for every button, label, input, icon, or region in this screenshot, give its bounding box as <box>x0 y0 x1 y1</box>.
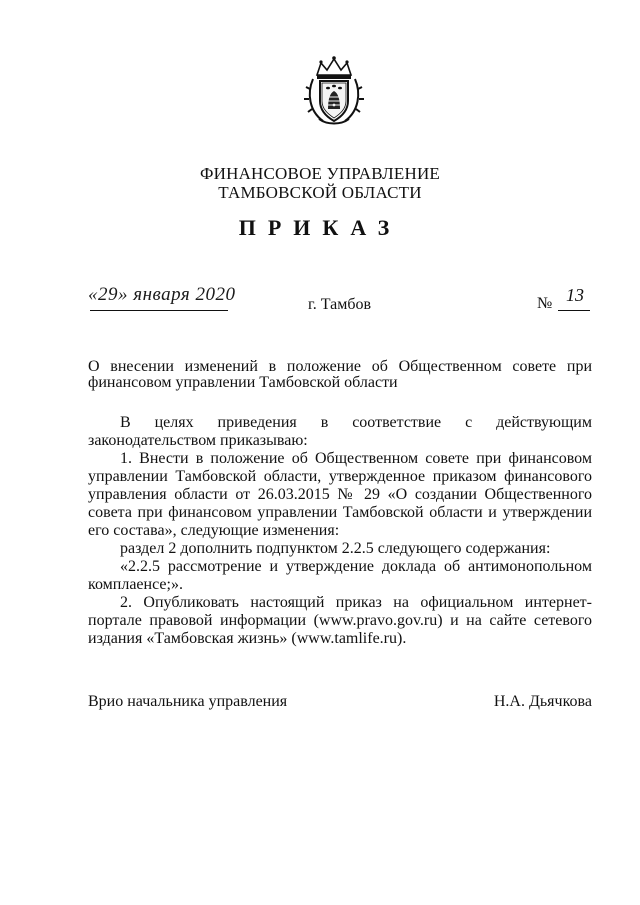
signatory-name: Н.А. Дьячкова <box>493 693 592 710</box>
item1-quote-paragraph: «2.2.5 рассмотрение и утверждение доклада об антимонопольном комплаенсе;». <box>88 558 592 593</box>
date-underline <box>90 310 228 311</box>
date-number-line <box>88 284 592 320</box>
number-underline <box>558 310 590 311</box>
item1-change-paragraph: раздел 2 дополнить подпунктом 2.2.5 следующего содержания: <box>120 540 551 557</box>
city-label: г. Тамбов <box>308 296 372 313</box>
order-body <box>88 414 592 648</box>
subject-line2: финансовом управлении Тамбовской области <box>88 374 398 391</box>
handwritten-number: 13 <box>566 285 584 305</box>
org-name-line2: ТАМБОВСКОЙ ОБЛАСТИ <box>218 183 422 202</box>
tambov-coat-of-arms-icon <box>303 55 365 127</box>
org-name-line1: ФИНАНСОВОЕ УПРАВЛЕНИЕ <box>199 164 441 183</box>
item2-paragraph: 2. Опубликовать настоящий приказ на официальном интернет-портале правовой информации (www.pravo.gov.ru) и на сайте сетевого издания «Тамбовская жизнь» (www.tamlife.ru). <box>88 594 592 647</box>
handwritten-date: «29» января 2020 <box>88 284 236 305</box>
item1-paragraph: 1. Внести в положение об Общественном совете при финансовом управлении Тамбовской области, утвержденное приказом финансового управления области от 26.03.2015 № 29 «О создании Общественного совета при финансовом управлении Тамбовской области и утверждении его состава», следующие изменения: <box>88 450 592 539</box>
order-subject <box>88 359 592 391</box>
number-label: № <box>537 295 553 312</box>
preamble-paragraph: В целях приведения в соответствие с действующим законодательством приказываю: <box>88 414 592 449</box>
document-title: ПРИКАЗ <box>238 215 402 240</box>
subject-line1: О внесении изменений в положение об Общественном совете при <box>88 358 592 375</box>
signatory-position: Врио начальника управления <box>88 693 288 710</box>
